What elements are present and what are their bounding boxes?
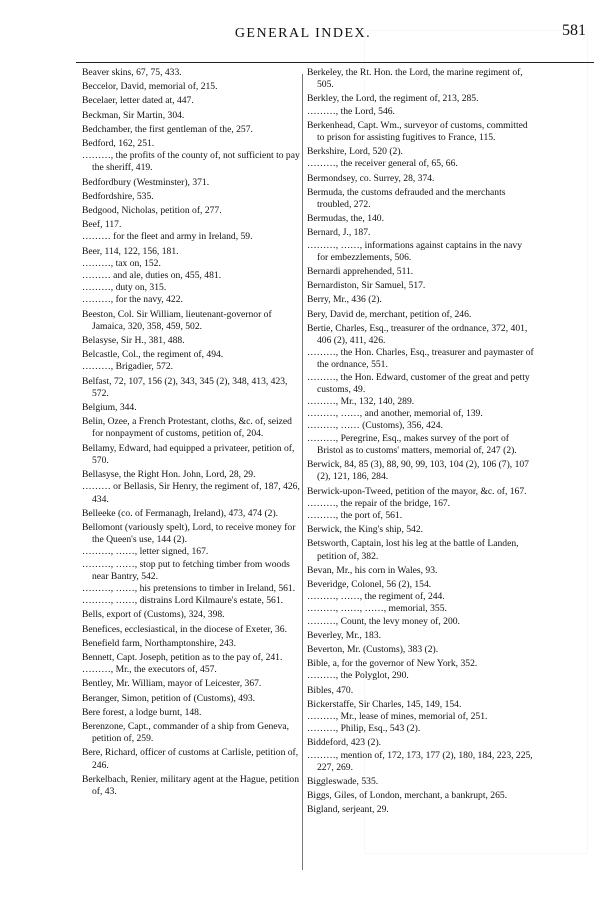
index-entry: Bible, a, for the governor of New York, 352. bbox=[307, 658, 478, 670]
index-entry: Bery, David de, merchant, petition of, 246. bbox=[307, 308, 472, 320]
index-entry: Biggs, Giles, of London, merchant, a bankrupt, 265. bbox=[307, 790, 508, 802]
page-title: GENERAL INDEX. bbox=[234, 26, 372, 41]
index-entry: ………, the Lord, 546. bbox=[307, 105, 395, 117]
index-entry: Bere, Richard, officer of customs at Carlisle, petition of, 246. bbox=[82, 747, 299, 771]
index-entry: ………, ……, the regiment of, 244. bbox=[307, 591, 445, 603]
index-entry: ………, the receiver general of, 65, 66. bbox=[307, 158, 458, 170]
index-entry: Beveridge, Colonel, 56 (2), 154. bbox=[307, 578, 432, 590]
index-entry: Berkeley, the Rt. Hon. the Lord, the marine regiment of, 505. bbox=[307, 67, 523, 91]
index-entry: Belfast, 72, 107, 156 (2), 343, 345 (2), 348, 413, 423, 572. bbox=[82, 375, 288, 399]
index-entry: ……… for the fleet and army in Ireland, 59. bbox=[82, 231, 253, 243]
index-entry: Berkenhead, Capt. Wm., surveyor of customs, committed to prison for assisting fugitives to France, 115. bbox=[307, 119, 528, 144]
index-entry: ………, the Polyglot, 290. bbox=[307, 670, 409, 682]
index-column-right bbox=[307, 67, 535, 817]
index-entry: Belgium, 344. bbox=[82, 402, 137, 414]
index-entry: Bernardi apprehended, 511. bbox=[307, 266, 414, 278]
index-entry: Bermondsey, co. Surrey, 28, 374. bbox=[307, 172, 435, 184]
index-entry: ………, ……, stop put to fetching timber from woods near Bantry, 542. bbox=[82, 558, 290, 582]
index-entry: ………, Mr., the executors of, 457. bbox=[82, 664, 217, 676]
index-entry: ……… or Bellasis, Sir Henry, the regiment of, 187, 426, 434. bbox=[82, 481, 300, 505]
index-entry: ……… and ale, duties on, 455, 481. bbox=[82, 270, 222, 282]
index-entry: Bermuda, the customs defrauded and the merchants troubled, 272. bbox=[307, 186, 506, 211]
index-entry: Bennett, Capt. Joseph, petition as to the pay of, 241. bbox=[82, 651, 283, 663]
index-entry: Bells, export of (Customs), 324, 398. bbox=[82, 609, 225, 621]
index-entry: Bedford, 162, 251. bbox=[82, 138, 155, 150]
index-entry: Beef, 117. bbox=[82, 219, 122, 231]
index-entry: ………, the Hon. Charles, Esq., treasurer and paymaster of the ordnance, 551. bbox=[307, 347, 534, 371]
index-entry: Becelaer, letter dated at, 447. bbox=[82, 95, 194, 107]
index-entry: Berwick, 84, 85 (3), 88, 90, 99, 103, 104 (2), 106 (7), 107 (2), 121, 186, 284. bbox=[307, 459, 529, 483]
index-entry: Biggleswade, 535. bbox=[307, 775, 379, 787]
index-entry: ………, Mr., 132, 140, 289. bbox=[307, 396, 415, 408]
index-entry: ………, duty on, 315. bbox=[82, 282, 167, 294]
index-entry: Belasyse, Sir H., 381, 488. bbox=[82, 335, 185, 347]
index-entry: ………, Philip, Esq., 543 (2). bbox=[307, 723, 421, 735]
index-entry: Belcastle, Col., the regiment of, 494. bbox=[82, 349, 224, 361]
index-entry: ………, ……, informations against captains in the navy for embezzlements, 506. bbox=[307, 239, 523, 263]
index-entry: ………, ……, ……, memorial, 355. bbox=[307, 603, 447, 615]
index-column-left bbox=[82, 67, 300, 798]
index-entry: Bedfordshire, 535. bbox=[82, 190, 154, 202]
index-entry: Benefield farm, Northamptonshire, 243. bbox=[82, 637, 236, 649]
index-entry: Berenzone, Capt., commander of a ship from Geneva, petition of, 259. bbox=[82, 720, 289, 745]
index-entry: ………, ……, and another, memorial of, 139. bbox=[307, 408, 483, 420]
index-entry: Beeston, Col. Sir William, lieutenant-governor of Jamaica, 320, 358, 459, 502. bbox=[82, 308, 272, 332]
index-entry: ………, ……, his pretensions to timber in Ireland, 561. bbox=[82, 582, 296, 594]
index-entry: Beaver skins, 67, 75, 433. bbox=[82, 67, 182, 78]
index-entry: Bellamy, Edward, had equipped a privateer, petition of, 570. bbox=[82, 442, 295, 466]
index-entry: Bermudas, the, 140. bbox=[307, 213, 385, 225]
index-entry: ………, ……, distrains Lord Kilmaure's estate, 561. bbox=[82, 595, 284, 607]
index-entry: Bigland, serjeant, 29. bbox=[307, 804, 389, 816]
page-number: 581 bbox=[562, 22, 586, 39]
column-divider bbox=[302, 74, 303, 870]
index-entry: Betsworth, Captain, lost his leg at the battle of Landen, petition of, 382. bbox=[307, 538, 519, 562]
index-entry: ………, tax on, 152. bbox=[82, 257, 161, 269]
index-entry: ………, the repair of the bridge, 167. bbox=[307, 497, 451, 509]
index-entry: Bellasyse, the Right Hon. John, Lord, 28, 29. bbox=[82, 469, 256, 481]
index-entry: Bedchamber, the first gentleman of the, 257. bbox=[82, 123, 253, 135]
index-entry: Bevan, Mr., his corn in Wales, 93. bbox=[307, 564, 438, 576]
index-entry: Beverley, Mr., 183. bbox=[307, 629, 381, 641]
page-header bbox=[0, 8, 606, 48]
index-entry: ………, Count, the levy money of, 200. bbox=[307, 615, 460, 627]
index-entry: Berwick-upon-Tweed, petition of the mayor, &c. of, 167. bbox=[307, 485, 527, 497]
index-entry: ………, the Hon. Edward, customer of the great and petty customs, 49. bbox=[307, 371, 530, 395]
index-entry: ………, ……, letter signed, 167. bbox=[82, 546, 209, 558]
index-entry: Benefices, ecclesiastical, in the diocese of Exeter, 36. bbox=[82, 623, 287, 635]
index-entry: ………, the profits of the county of, not sufficient to pay the sheriff, 419. bbox=[82, 150, 300, 174]
index-entry: Beverton, Mr. (Customs), 383 (2). bbox=[307, 643, 439, 655]
index-entry: Bernard, J., 187. bbox=[307, 227, 371, 239]
index-entry: Bere forest, a lodge burnt, 148. bbox=[82, 706, 202, 718]
index-entry: Berkley, the Lord, the regiment of, 213, 285. bbox=[307, 93, 479, 105]
index-entry: Belin, Ozee, a French Protestant, cloths, &c. of, seized for nonpayment of customs, petition of, 204. bbox=[82, 416, 292, 440]
index-entry: ………, Brigadier, 572. bbox=[82, 361, 174, 373]
index-entry: ………, …… (Customs), 356, 424. bbox=[307, 420, 443, 432]
index-entry: Bertie, Charles, Esq., treasurer of the ordnance, 372, 401, 406 (2), 411, 426. bbox=[307, 322, 528, 347]
index-entry: ………, Peregrine, Esq., makes survey of the port of Bristol as to customs' matters, memorial of, 247 (2). bbox=[307, 432, 517, 456]
index-entry: ………, the port of, 561. bbox=[307, 509, 403, 521]
index-entry: Berwick, the King's ship, 542. bbox=[307, 524, 424, 536]
index-entry: Bedgood, Nicholas, petition of, 277. bbox=[82, 205, 222, 217]
index-entry: Bedfordbury (Westminster), 371. bbox=[82, 176, 210, 188]
index-entry: Beranger, Simon, petition of (Customs), 493. bbox=[82, 692, 256, 704]
index-entry: Bernardiston, Sir Samuel, 517. bbox=[307, 280, 426, 292]
index-entry: Bibles, 470. bbox=[307, 684, 354, 696]
index-entry: Beccelor, David, memorial of, 215. bbox=[82, 81, 218, 93]
index-entry: Beckman, Sir Martin, 304. bbox=[82, 109, 185, 121]
index-entry: ………, for the navy, 422. bbox=[82, 294, 183, 306]
index-entry: ………, Mr., lease of mines, memorial of, 251. bbox=[307, 710, 488, 722]
index-entry: Bentley, Mr. William, mayor of Leicester, 367. bbox=[82, 678, 262, 690]
index-entry: ………, mention of, 172, 173, 177 (2), 180, 184, 223, 225, 227, 269. bbox=[307, 749, 533, 773]
index-entry: Berkshire, Lord, 520 (2). bbox=[307, 146, 403, 158]
index-entry: Beer, 114, 122, 156, 181. bbox=[82, 245, 179, 257]
index-entry: Belleeke (co. of Fermanagh, Ireland), 473, 474 (2). bbox=[82, 507, 279, 519]
index-entry: Biddeford, 423 (2). bbox=[307, 737, 382, 749]
index-entry: Berkelbach, Renier, military agent at the Hague, petition of, 43. bbox=[82, 773, 299, 797]
index-entry: Berry, Mr., 436 (2). bbox=[307, 294, 382, 306]
index-entry: Bellomont (variously spelt), Lord, to receive money for the Queen's use, 144 (2). bbox=[82, 521, 296, 546]
header-rule bbox=[76, 62, 594, 63]
index-entry: Bickerstaffe, Sir Charles, 145, 149, 154. bbox=[307, 698, 462, 710]
